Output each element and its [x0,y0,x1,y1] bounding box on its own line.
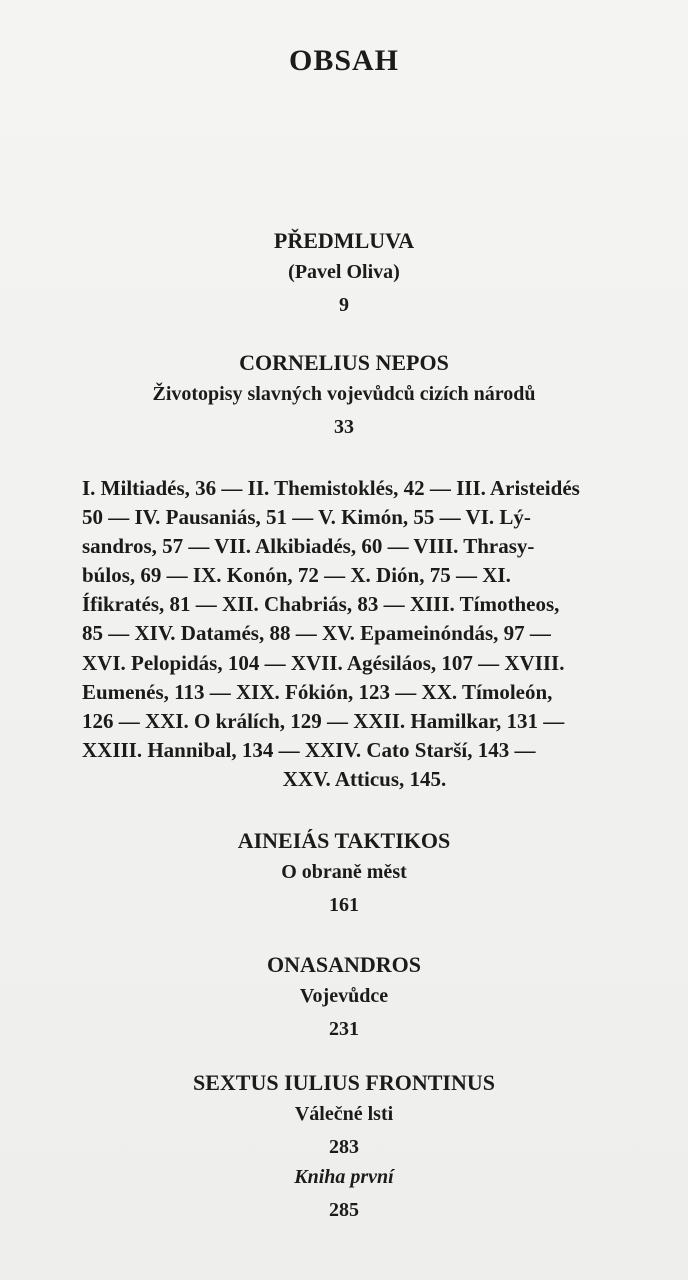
nepos-entries [82,474,647,794]
entry-line: I. Miltiadés, 36 — II. Themistoklés, 42 — III. Aristeidés [82,476,580,500]
entry-line: XXV. Atticus, 145. [282,766,447,791]
section-heading: ONASANDROS [266,952,422,977]
entry-line: 50 — IV. Pausaniás, 51 — V. Kimón, 55 — VI. Lý- [82,505,531,530]
section-subtitle: Životopisy slavných vojevůdců cizích národů [152,383,536,406]
entry-line: sandros, 57 — VII. Alkibiadés, 60 — VIII. Thrasy- [82,534,535,559]
entry-line: 126 — XXI. O králích, 129 — XXII. Hamilkar, 131 — [82,708,565,733]
entry-line: búlos, 69 — IX. Konón, 72 — X. Dión, 75 — XI. [82,563,511,588]
section-nepos [0,350,688,439]
section-page-number: 161 [329,894,359,917]
entry-line: XVI. Pelopidás, 104 — XVII. Agésiláos, 107 — XVIII. [82,650,565,675]
entry-line: XXIII. Hannibal, 134 — XXIV. Cato Starší, 143 — [82,737,536,762]
section-page-number: 283 [329,1136,359,1159]
section-aineias [0,828,688,917]
entry-line: Eumenés, 113 — XIX. Fókión, 123 — XX. Tímoleón, [82,679,553,704]
entry-line: 85 — XIV. Datamés, 88 — XV. Epameinóndás, 97 — [82,621,551,646]
section-author: (Pavel Oliva) [288,261,400,284]
section-subtitle: Vojevůdce [299,985,389,1008]
section-frontinus [0,1070,688,1222]
section-page-number: 231 [329,1018,359,1041]
section-page-number: 9 [339,294,349,317]
book-page-number: 285 [329,1199,359,1222]
page-title: OBSAH [288,44,400,78]
section-heading: AINEIÁS TAKTIKOS [237,828,451,853]
section-heading: SEXTUS IULIUS FRONTINUS [193,1070,495,1095]
book-title: Kniha první [294,1166,394,1189]
section-subtitle: Válečné lsti [294,1103,394,1126]
section-heading: CORNELIUS NEPOS [239,350,449,375]
section-onasandros [0,952,688,1041]
section-heading: PŘEDMLUVA [273,228,415,253]
entry-line: Ífikratés, 81 — XII. Chabriás, 83 — XIII. Tímotheos, [82,592,560,617]
section-page-number: 33 [334,416,354,439]
section-subtitle: O obraně měst [281,861,407,884]
section-predmluva [0,228,688,317]
